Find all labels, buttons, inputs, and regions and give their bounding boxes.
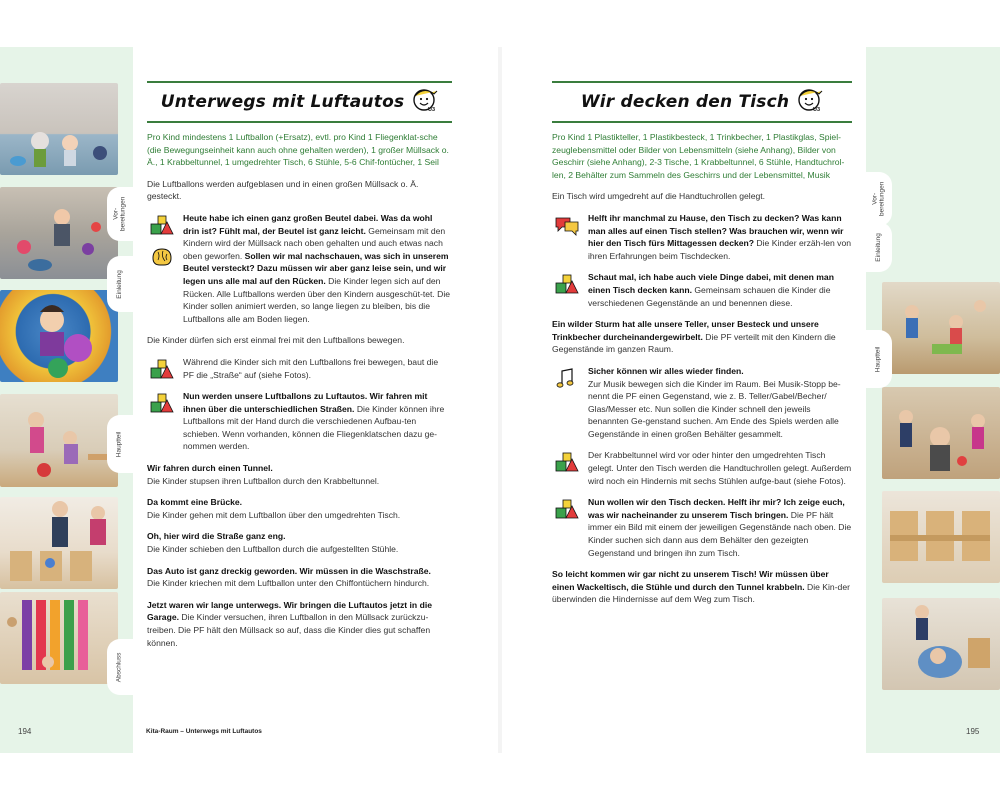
book-gutter bbox=[498, 47, 502, 753]
right-intro-block: Helft ihr manchmal zu Hause, den Tisch zu decken? Was kann man alles auf einen Tisch stellen? Was brauchen wir, wenn wir hier den Tisch fürs Mittagessen decken? Die Kinder erzäh-len von ihren Erfahrungen beim Tischdecken. bbox=[552, 212, 852, 262]
speech-bubbles-icon bbox=[554, 214, 580, 240]
left-setup-block: Während die Kinder sich mit den Luftballons frei bewegen, baut die PF die „Straße“ auf (siehe Fotos). bbox=[147, 356, 451, 381]
tab-vorbereitungen-right[interactable]: Vor- bereitungen bbox=[866, 172, 892, 226]
photo-children-chairs bbox=[0, 497, 118, 589]
right-music-block: Sicher können wir alles wieder finden. Zur Musik bewegen sich die Kinder im Raum. Bei Musik-Stopp be-nennt die PF einen Gegenstand, wie z. B. Teller/Gabel/Becher/ Glas/Messer etc. Nun sollen die Kinder schnell den jeweils benannten Ge-genstand suchen. Am Ende des Spiels werden alle Gegenstände in einen großen Behälter gesammelt. bbox=[552, 365, 852, 441]
photo-child-tunnel bbox=[0, 290, 118, 382]
left-page-number: 194 bbox=[18, 727, 32, 736]
photo-right-child-tunnel bbox=[882, 598, 1000, 690]
photo-right-children-group bbox=[882, 387, 1000, 479]
tab-hauptteil-right[interactable]: Hauptteil bbox=[866, 330, 892, 388]
right-page-number: 195 bbox=[966, 727, 980, 736]
left-wash-step: Das Auto ist ganz dreckig geworden. Wir müssen in die Waschstraße. Die Kinder kriechen mit dem Luftballon unter den Chiffontüchern hindurch. bbox=[147, 565, 431, 589]
shapes-icon bbox=[554, 273, 580, 299]
left-narrow-step: Oh, hier wird die Straße ganz eng. Die Kinder schieben den Luftballon durch die aufgestellten Stühle. bbox=[147, 531, 399, 555]
right-storm-paragraph: Ein wilder Sturm hat alle unsere Teller, unser Besteck und unsere Trinkbecher durcheinandergewirbelt. Die PF verteilt mit den Kindern die Gegenstände im ganzen Raum. bbox=[552, 319, 836, 355]
left-page-title-bar bbox=[147, 81, 452, 123]
left-page-title: Unterwegs mit Luftautos bbox=[160, 92, 405, 112]
brain-icon bbox=[149, 246, 175, 272]
photo-right-chairs bbox=[882, 491, 1000, 583]
photo-children-table bbox=[0, 394, 118, 487]
left-materials: Pro Kind mindestens 1 Luftballon (+Ersatz), evtl. pro Kind 1 Fliegenklat-sche (die Bewegungseinheit kann auch ohne gehalten werden), 1 großer Müllsack o. Ä., 1 Krabbeltunnel, 1 umgedrehter Tisch, 6 Stühle, 5-6 Chif-fontücher, 1 Seil bbox=[147, 132, 449, 168]
photo-children-balloons-2 bbox=[0, 187, 118, 279]
left-intro-block: Heute habe ich einen ganz großen Beutel dabei. Was da wohl drin ist? Fühlt mal, der Beutel ist ganz leicht. Gemeinsam mit den Kindern wird der Müllsack nach oben gehalten und auch etwas nach oben geworfen. Sollen wir mal nachschauen, was sich in unserem Beutel versteckt? Dazu müssen wir aber ganz leise sein, und wir legen uns alle mal auf den Rücken. Die Kinder legen sich auf den Rücken. Alle Luftballons werden über den Kindern ausgeschüt-tet. Die Kinder sollen animiert werden, so lange liegen zu bleiben, bis die Luftballons alle am Boden liegen. bbox=[147, 212, 451, 325]
tab-vorbereitungen-left[interactable]: Vor- bereitungen bbox=[107, 187, 133, 241]
right-look-block: Schaut mal, ich habe auch viele Dinge dabei, mit denen man einen Tisch decken kann. Gemeinsam schauen die Kinder die verschiedenen Gegenstände an und benennen diese. bbox=[552, 271, 852, 309]
shapes-icon bbox=[554, 451, 580, 477]
left-paragraph-1: Die Luftballons werden aufgeblasen und in einen großen Müllsack o. Ä. gesteckt. bbox=[147, 178, 419, 202]
right-page-title: Wir decken den Tisch bbox=[580, 92, 790, 112]
left-tunnel-step: Wir fahren durch einen Tunnel. Die Kinder stupsen ihren Luftballon durch den Krabbeltunnel. bbox=[147, 463, 380, 486]
left-main-block: Nun werden unsere Luftballons zu Luftautos. Wir fahren mit ihnen über die unterschiedlichen Straßen. Die Kinder können ihre Luftballons mit der Hand durch die verschiedenen Aufbau-ten schieben. Wenn vorhanden, können die Fliegenklatschen dazu ge-nommen werden. bbox=[147, 390, 451, 453]
shapes-icon bbox=[149, 214, 175, 240]
photo-children-balloons-1 bbox=[0, 83, 118, 175]
svg-text:U3: U3 bbox=[813, 106, 821, 112]
shapes-icon bbox=[554, 498, 580, 524]
book-spread bbox=[0, 47, 1000, 753]
right-paragraph-1: Ein Tisch wird umgedreht auf die Handtuchrollen gelegt. bbox=[552, 191, 766, 202]
left-page-footer: Kita-Raum – Unterwegs mit Luftautos bbox=[146, 728, 262, 735]
left-bridge-step: Da kommt eine Brücke. Die Kinder gehen mit dem Luftballon über den umgedrehten Tisch. bbox=[147, 497, 401, 520]
svg-text:U3: U3 bbox=[428, 106, 436, 112]
left-paragraph-3: Die Kinder dürfen sich erst einmal frei mit den Luftballons bewegen. bbox=[147, 335, 405, 346]
shapes-icon bbox=[149, 358, 175, 384]
left-garage-step: Jetzt waren wir lange unterwegs. Wir bringen die Luftautos jetzt in die Garage. Die Kinder versuchen, ihren Luftballon in den Müllsack zurückzu-treiben. Die PF hält den Müllsack so auf, dass die Kinder dies gut schaffen können. bbox=[147, 599, 432, 648]
right-page-title-bar bbox=[552, 81, 852, 123]
right-tunnel-block: Der Krabbeltunnel wird vor oder hinter den umgedrehten Tisch gelegt. Unter den Tisch werden die Handtuchrollen gelegt. Außerdem wird noch ein Hindernis mit sechs Stühlen aufge-baut (siehe Fotos). bbox=[552, 449, 852, 487]
right-decking-block: Nun wollen wir den Tisch decken. Helft ihr mir? Ich zeige euch, was wir nacheinander zu unserem Tisch bringen. Die PF hält immer ein Bild mit einem der jeweiligen Gegenstände nach oben. Die Kinder suchen sich dann aus dem Behälter den gezeigten Gegenstand und bringen ihn zum Tisch. bbox=[552, 496, 852, 559]
photo-right-children-room bbox=[882, 282, 1000, 374]
shapes-icon bbox=[149, 392, 175, 418]
u3-smiley-icon bbox=[797, 88, 823, 117]
u3-smiley-icon bbox=[412, 88, 438, 117]
left-page-body bbox=[147, 131, 451, 658]
right-materials: Pro Kind 1 Plastikteller, 1 Plastikbesteck, 1 Trinkbecher, 1 Plastikglas, Spiel-zeuglebensmittel oder Bilder von Lebensmitteln (siehe Anhang), Bilder von Geschirr (siehe Anhang), 2-3 Tische, 1 Krabbeltunnel, 6 Stühle, Handtuchrol-len, 2 Behälter zum Sammeln des Geschirrs und der Lebensmittel, Musik bbox=[552, 132, 845, 180]
right-page-body bbox=[552, 131, 852, 615]
tab-hauptteil-left[interactable]: Hauptteil bbox=[107, 415, 133, 473]
tab-einleitung-left[interactable]: Einleitung bbox=[107, 256, 133, 312]
tab-einleitung-right[interactable]: Einleitung bbox=[866, 222, 892, 272]
photo-chiffon-cloths bbox=[0, 592, 118, 684]
music-notes-icon bbox=[554, 367, 580, 395]
tab-abschluss-left[interactable]: Abschluss bbox=[107, 639, 133, 695]
right-final-paragraph: So leicht kommen wir gar nicht zu unserem Tisch! Wir müssen über einen Wackeltisch, die Stühle und durch den Tunnel krabbeln. Die Kin-der überwinden die Hindernisse auf dem Weg zum Tisch. bbox=[552, 569, 850, 605]
